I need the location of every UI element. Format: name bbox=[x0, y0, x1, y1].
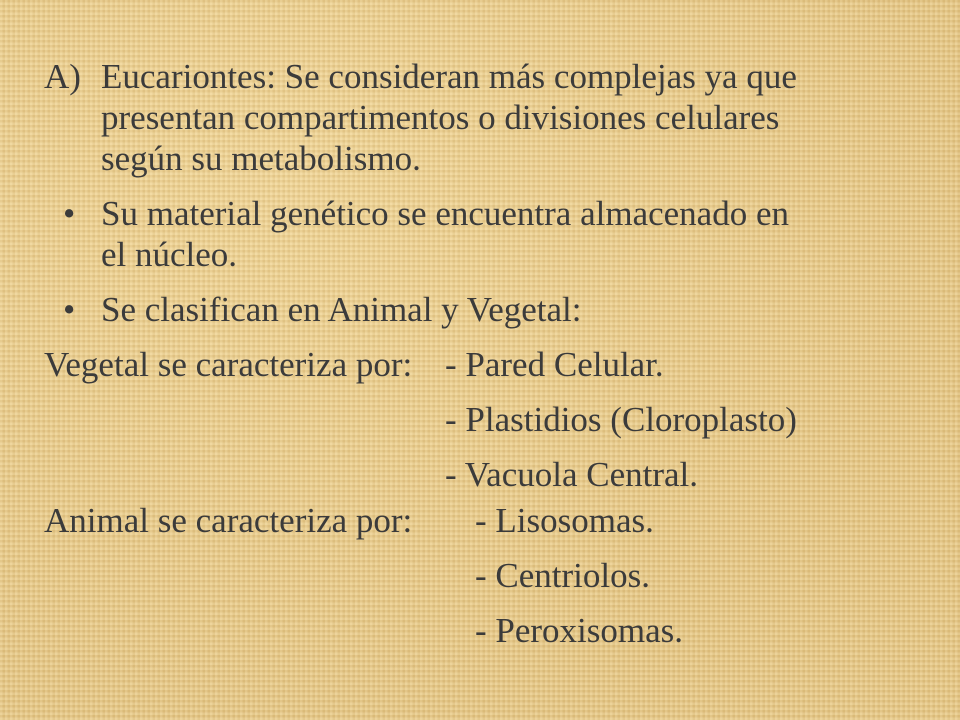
item-a-line-1: Eucariontes: Se consideran más complejas ya que bbox=[101, 57, 797, 96]
bullet-2-line-1: Se clasifican en Animal y Vegetal: bbox=[101, 290, 582, 329]
bullet-icon: • bbox=[63, 290, 76, 329]
vegetal-item-2: - Plastidios (Cloroplasto) bbox=[445, 400, 797, 439]
vegetal-intro: Vegetal se caracteriza por: bbox=[44, 345, 413, 384]
animal-item-3: - Peroxisomas. bbox=[475, 611, 684, 650]
animal-intro: Animal se caracteriza por: bbox=[44, 501, 413, 540]
item-a-line-2: presentan compartimentos o divisiones celulares bbox=[101, 98, 780, 137]
animal-item-2: - Centriolos. bbox=[475, 556, 650, 595]
bullet-1-line-2: el núcleo. bbox=[101, 235, 238, 274]
animal-item-1: - Lisosomas. bbox=[475, 501, 654, 540]
vegetal-item-3: - Vacuola Central. bbox=[445, 455, 699, 494]
item-a-line-3: según su metabolismo. bbox=[101, 139, 421, 178]
bullet-1-line-1: Su material genético se encuentra almacenado en bbox=[101, 194, 790, 233]
list-marker-a: A) bbox=[44, 57, 81, 96]
vegetal-item-1: - Pared Celular. bbox=[445, 345, 664, 384]
bullet-icon: • bbox=[63, 194, 76, 233]
